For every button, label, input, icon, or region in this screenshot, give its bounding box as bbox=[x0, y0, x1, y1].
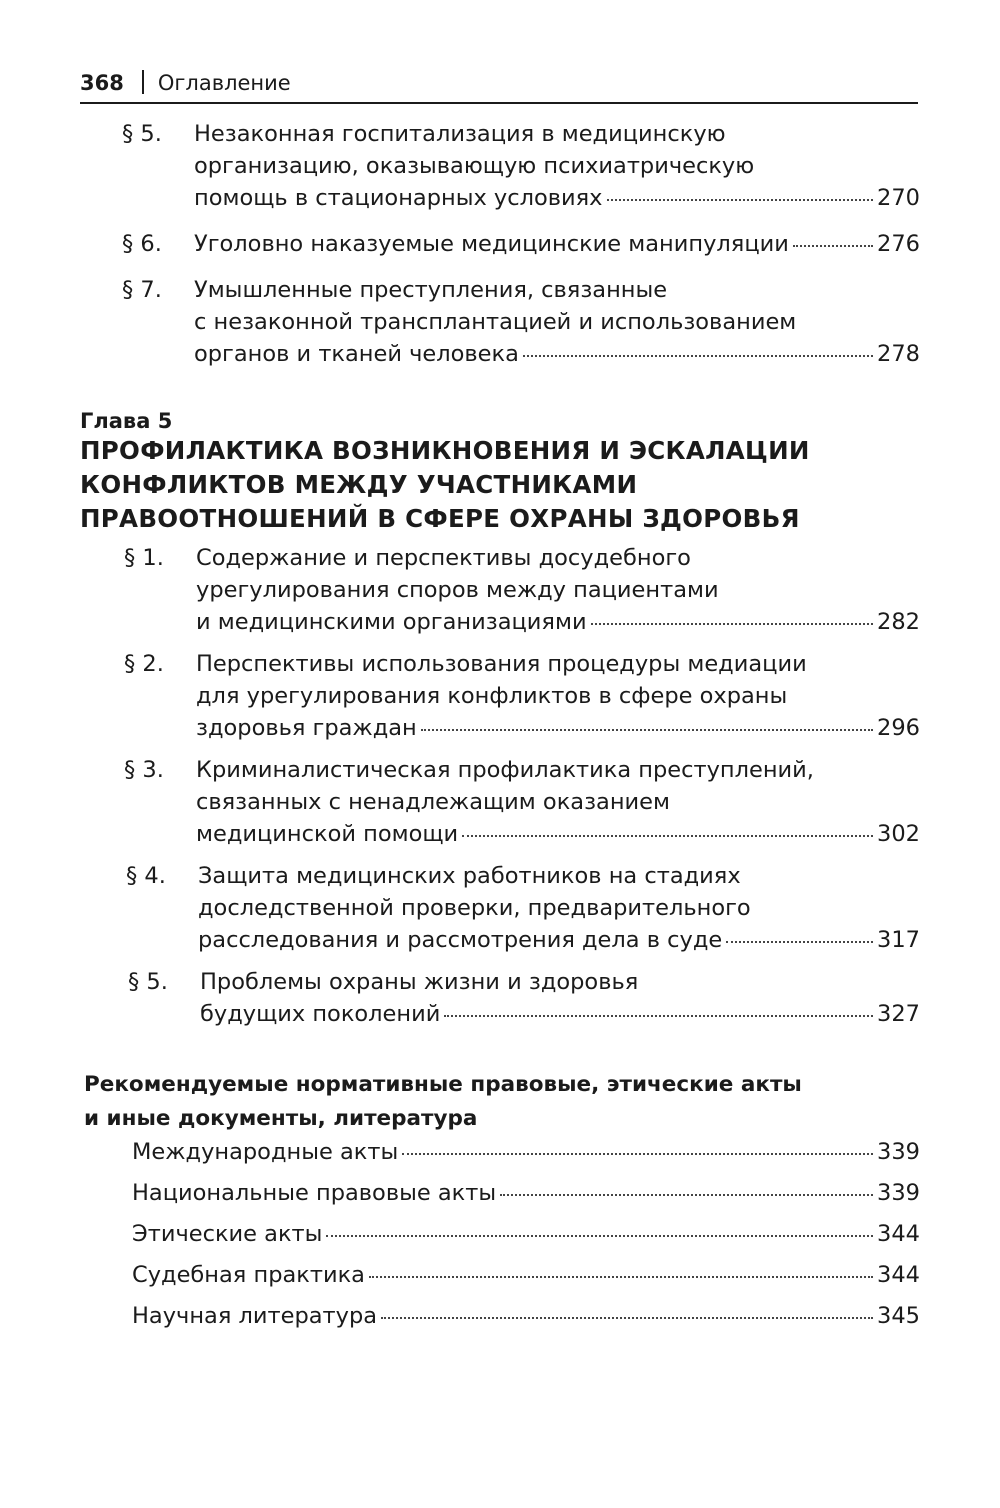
chapter-label: Глава 5 bbox=[80, 409, 173, 433]
dot-leader bbox=[726, 941, 873, 943]
dot-leader bbox=[444, 1015, 873, 1017]
entry-title-line: и медицинскими организациями bbox=[196, 609, 587, 635]
chapter-title[interactable] bbox=[80, 434, 810, 536]
references-title[interactable] bbox=[84, 1068, 802, 1136]
entry-title-line: органов и тканей человека bbox=[194, 341, 519, 367]
page-ref: 270 bbox=[877, 185, 920, 211]
dot-leader bbox=[462, 835, 873, 837]
references-item[interactable] bbox=[132, 1177, 920, 1209]
page-ref: 344 bbox=[877, 1262, 920, 1288]
dot-leader bbox=[369, 1276, 873, 1278]
header-title: Оглавление bbox=[157, 71, 291, 95]
dot-leader bbox=[402, 1153, 873, 1155]
references-title-line: Рекомендуемые нормативные правовые, этические акты bbox=[84, 1072, 802, 1097]
page-ref: 278 bbox=[877, 341, 920, 367]
entry-title-line: здоровья граждан bbox=[196, 715, 417, 741]
references-item-label: Национальные правовые акты bbox=[132, 1180, 497, 1206]
entry-title-line: для урегулирования конфликтов в сфере охраны bbox=[196, 683, 788, 709]
section-number: § 5. bbox=[128, 969, 168, 995]
header-divider bbox=[142, 70, 144, 94]
dot-leader bbox=[793, 245, 873, 247]
entry-title-line: Содержание и перспективы досудебного bbox=[196, 545, 691, 571]
references-title-line: и иные документы, литература bbox=[84, 1106, 478, 1131]
section-number: § 5. bbox=[122, 121, 162, 147]
entry-title-line: Умышленные преступления, связанные bbox=[194, 277, 668, 303]
section-number: § 1. bbox=[124, 545, 164, 571]
page-header bbox=[80, 68, 918, 104]
toc-entry[interactable] bbox=[122, 118, 920, 214]
dot-leader bbox=[326, 1235, 873, 1237]
entry-title-line: будущих поколений bbox=[200, 1001, 441, 1027]
entry-title-line: Проблемы охраны жизни и здоровья bbox=[200, 969, 639, 995]
toc-entry[interactable] bbox=[124, 648, 920, 744]
page-number: 368 bbox=[80, 71, 124, 95]
entry-title-line: помощь в стационарных условиях bbox=[194, 185, 603, 211]
entry-title-line: доследственной проверки, предварительного bbox=[198, 895, 751, 921]
entry-title-line: расследования и рассмотрения дела в суде bbox=[198, 927, 723, 953]
dot-leader bbox=[523, 355, 873, 357]
page-ref: 296 bbox=[877, 715, 920, 741]
toc-entry[interactable] bbox=[126, 860, 920, 956]
toc-entry[interactable] bbox=[122, 228, 920, 260]
dot-leader bbox=[500, 1194, 873, 1196]
toc-entry[interactable] bbox=[128, 966, 920, 1030]
references-item[interactable] bbox=[132, 1218, 920, 1250]
entry-title-line: медицинской помощи bbox=[196, 821, 459, 847]
page-ref: 276 bbox=[877, 231, 920, 257]
page-ref: 317 bbox=[877, 927, 920, 953]
references-item-label: Этические акты bbox=[132, 1221, 323, 1247]
page-ref: 339 bbox=[877, 1139, 920, 1165]
entry-title-line: с незаконной трансплантацией и использованием bbox=[194, 309, 797, 335]
page-ref: 345 bbox=[877, 1303, 920, 1329]
dot-leader bbox=[421, 729, 873, 731]
page-ref: 344 bbox=[877, 1221, 920, 1247]
toc-entry[interactable] bbox=[124, 542, 920, 638]
chapter-title-line: ПРАВООТНОШЕНИЙ В СФЕРЕ ОХРАНЫ ЗДОРОВЬЯ bbox=[80, 504, 800, 533]
entry-title-line: Незаконная госпитализация в медицинскую bbox=[194, 121, 726, 147]
section-number: § 4. bbox=[126, 863, 166, 889]
chapter-title-line: ПРОФИЛАКТИКА ВОЗНИКНОВЕНИЯ И ЭСКАЛАЦИИ bbox=[80, 436, 810, 465]
entry-title-line: Криминалистическая профилактика преступлений, bbox=[196, 757, 814, 783]
references-item[interactable] bbox=[132, 1300, 920, 1332]
toc-entry[interactable] bbox=[122, 274, 920, 370]
entry-title-line: Защита медицинских работников на стадиях bbox=[198, 863, 741, 889]
page-ref: 282 bbox=[877, 609, 920, 635]
references-item[interactable] bbox=[132, 1136, 920, 1168]
references-item-label: Судебная практика bbox=[132, 1262, 365, 1288]
dot-leader bbox=[607, 199, 874, 201]
page-ref: 339 bbox=[877, 1180, 920, 1206]
references-item[interactable] bbox=[132, 1259, 920, 1291]
dot-leader bbox=[381, 1317, 873, 1319]
entry-title-line: Перспективы использования процедуры медиации bbox=[196, 651, 807, 677]
page-ref: 302 bbox=[877, 821, 920, 847]
section-number: § 2. bbox=[124, 651, 164, 677]
entry-title-line: связанных с ненадлежащим оказанием bbox=[196, 789, 670, 815]
section-number: § 3. bbox=[124, 757, 164, 783]
entry-title-line: Уголовно наказуемые медицинские манипуляции bbox=[194, 231, 789, 257]
chapter-title-line: КОНФЛИКТОВ МЕЖДУ УЧАСТНИКАМИ bbox=[80, 470, 638, 499]
entry-title-line: урегулирования споров между пациентами bbox=[196, 577, 719, 603]
references-item-label: Международные акты bbox=[132, 1139, 399, 1165]
section-number: § 7. bbox=[122, 277, 162, 303]
section-number: § 6. bbox=[122, 231, 162, 257]
references-item-label: Научная литература bbox=[132, 1303, 378, 1329]
dot-leader bbox=[591, 623, 873, 625]
page-ref: 327 bbox=[877, 1001, 920, 1027]
entry-title-line: организацию, оказывающую психиатрическую bbox=[194, 153, 755, 179]
toc-entry[interactable] bbox=[124, 754, 920, 850]
